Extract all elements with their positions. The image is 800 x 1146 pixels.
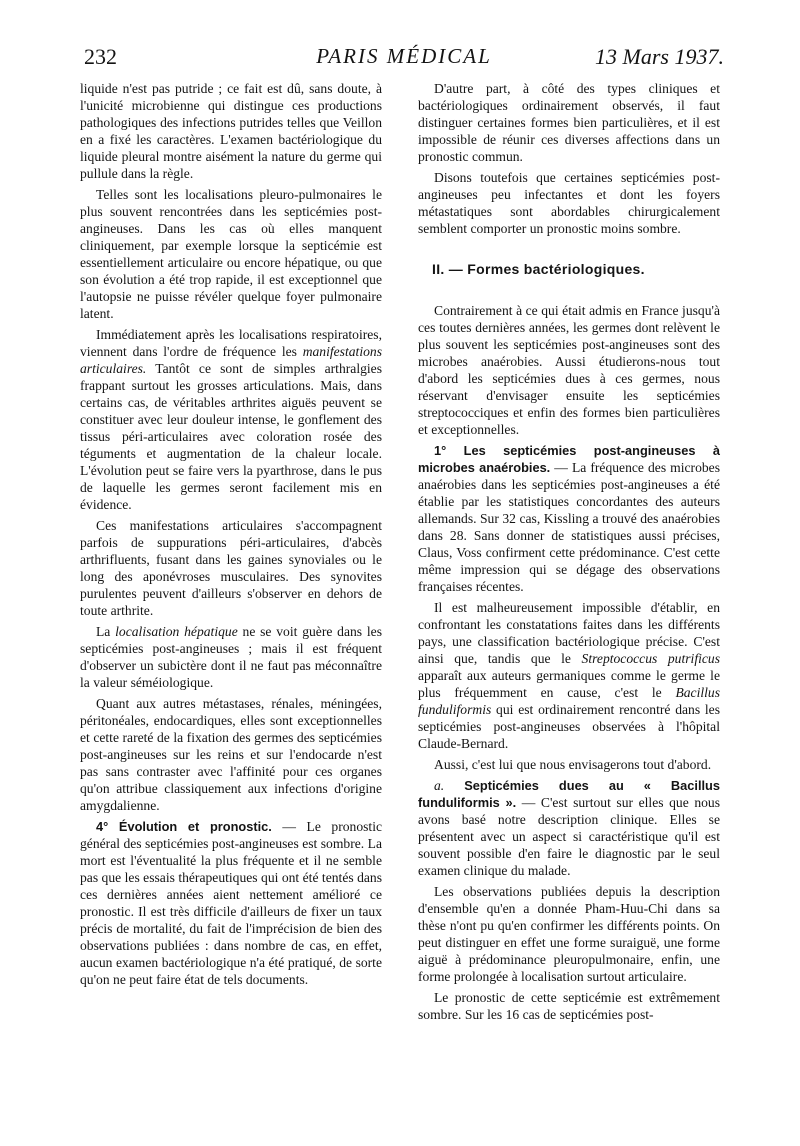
italic-term: localisation hépatique	[115, 624, 238, 639]
paragraph: Les observations publiées depuis la description d'ensemble qu'en a donnée Pham-Huu-Chi dans sa thèse n'ont pu qu'en confirmer les différents points. On peut distinguer en effet une forme suraiguë, une forme aiguë à prédominance pleuropulmonaire, enfin, une forme prolongée à localisation surtout articulaire.	[418, 884, 720, 984]
text-run: — Le pronostic général des septicémies post-angineuses est sombre. La mort est l'éventualité la plus fréquente et il ne semble pas que les essais thérapeutiques qui ont été tentés dans ces dernières années aient nettement amélioré ce pronostic. Il est très difficile d'ailleurs de fixer un taux précis de mortalité, du fait de l'imprécision de bien des observations publiées : dans nombre de cas, en effet, aucun examen bactériologique n'a été pratiqué, de sorte qu'on ne peut faire état de tels documents.	[80, 819, 382, 987]
text-run: Immédiatement après les localisations respiratoires, viennent dans l'ordre de fréquence les	[80, 327, 382, 359]
text-run: — C'est surtout sur elles que nous avons basé notre description clinique. Elles se présentent avec un aspect si caractéristique qu'il est souvent possible d'en faire le diagnostic par le seul examen clinique du malade.	[418, 795, 720, 878]
paragraph	[80, 623, 382, 691]
paragraph: Disons toutefois que certaines septicémies post-angineuses peu infectantes et dont les foyers métastatiques sont abordables chirurgicalement semblent comporter un pronostic moins sombre.	[418, 170, 720, 236]
paragraph	[80, 326, 382, 513]
text-run: La	[96, 624, 116, 639]
right-column	[418, 80, 720, 1027]
paragraph: Le pronostic de cette septicémie est extrêmement sombre. Sur les 16 cas de septicémies post-	[418, 990, 720, 1022]
left-column	[80, 80, 382, 992]
paragraph: D'autre part, à côté des types cliniques et bactériologiques ordinairement observés, il faut distinguer certaines formes bien particulières, et il est impossible de réunir ces diverses affections dans un pronostic commun.	[418, 81, 720, 164]
paragraph: Quant aux autres métastases, rénales, méningées, péritonéales, endocardiques, elles sont exceptionnelles et cette rareté de la fixation des germes des septicémies post-angineuses sur les reins et sur l'endocarde n'est pas sans contraster avec l'affinité pour ces organes qu'on attribue classiquement aux infections d'origine amygdalienne.	[80, 696, 382, 813]
subsection-heading: 1° Les septicémies post-angineuses à microbes anaérobies.	[418, 443, 720, 475]
page-header	[84, 44, 724, 74]
issue-date: 13 Mars 1937.	[595, 44, 724, 69]
paragraph	[418, 442, 720, 595]
item-letter: a.	[434, 778, 445, 793]
paragraph: Contrairement à ce qui était admis en France jusqu'à ces toutes dernières années, les germes dont relèvent le plus souvent les septicémies post-angineuses sont des microbes anaérobies. Aussi étudierons-nous tout d'abord les septicémies dues à ces germes, nous réservant d'envisager ensuite les septicémies streptococciques et enfin des formes bien particulières et exceptionnelles.	[418, 303, 720, 437]
text-run: — La fréquence des microbes anaérobies dans les septicémies post-angineuses a été établie par les statistiques concordantes des auteurs allemands. Sur 32 cas, Kissling a trouvé des anaérobies dans 28. Sans donner de statistiques aussi précises, Claus, Voss confirment cette prédominance. C'est cette même impression qui se dégage des observations françaises récentes.	[418, 460, 720, 594]
text-run: ne se voit guère dans les septicémies post-angineuses ; mais il est fréquent d'observer un subictère dont il ne faut pas méconnaître la valeur séméiologique.	[80, 624, 382, 690]
paragraph	[418, 777, 720, 879]
paragraph: Aussi, c'est lui que nous envisagerons tout d'abord.	[434, 757, 712, 772]
italic-term: manifestations articulaires.	[80, 344, 382, 376]
text-run: qui est ordinairement rencontré dans les septicémies post-angineuses observées à l'hôpital Claude-Bernard.	[418, 702, 720, 751]
journal-title: PARIS MÉDICAL	[316, 44, 492, 68]
subsection-heading: 4° Évolution et pronostic.	[96, 819, 272, 834]
section-heading: II. — Formes bactériologiques.	[432, 261, 645, 277]
text-run: Tantôt ce sont de simples arthralgies frappant surtout les grosses articulations. Mais, dans certains cas, de véritables arthrites aiguës peuvent se constituer avec leur douleur intense, le gonflement des tissus péri-articulaires avec coloration rosée des téguments et augmentation de la chaleur locale. L'évolution peut se faire vers la pyarthrose, dans le pus de laquelle les germes seront facilement mis en évidence.	[80, 361, 382, 512]
paragraph: liquide n'est pas putride ; ce fait est dû, sans doute, à l'unicité microbienne qui distingue ces productions pathologiques des infections putrides telles que Veillon en a fixé les caractères. L'examen bactériologique du liquide pleural montre aisément la nature du germe qui pullule dans la règle.	[80, 81, 382, 181]
paragraph	[80, 818, 382, 988]
paragraph: Ces manifestations articulaires s'accompagnent parfois de suppurations péri-articulaires, d'abcès arthrifluents, fusant dans les gaines synoviales ou le long des aponévroses musculaires. Des synovites purulentes peuvent d'ailleurs s'observer en dehors de toute arthrite.	[80, 518, 382, 618]
page-number: 232	[84, 44, 117, 69]
text-run: Il est malheureusement impossible d'établir, en confrontant les constatations faites dans les différents pays, une classification bactériologique précise. C'est ainsi que, tandis que le	[418, 600, 720, 666]
paragraph: Telles sont les localisations pleuro-pulmonaires le plus souvent rencontrées dans les septicémies post-angineuses. Dans les cas où elles manquent cliniquement, par exemple lorsque la septicémie est essentiellement articulaire ou encore hépatique, ou que son évolution a été trop rapide, il est exceptionnel que l'autopsie ne puisse révéler quelque foyer pulmonaire latent.	[80, 187, 382, 321]
subsection-heading: Septicémies dues au « Bacillus funduliformis ».	[418, 778, 720, 810]
italic-term: Bacillus funduliformis	[418, 685, 720, 717]
italic-term: Streptococcus putrificus	[581, 651, 720, 666]
text-run: apparaît aux auteurs germaniques comme le germe le plus fréquemment en cause, c'est le	[418, 668, 720, 700]
paragraph	[418, 599, 720, 752]
